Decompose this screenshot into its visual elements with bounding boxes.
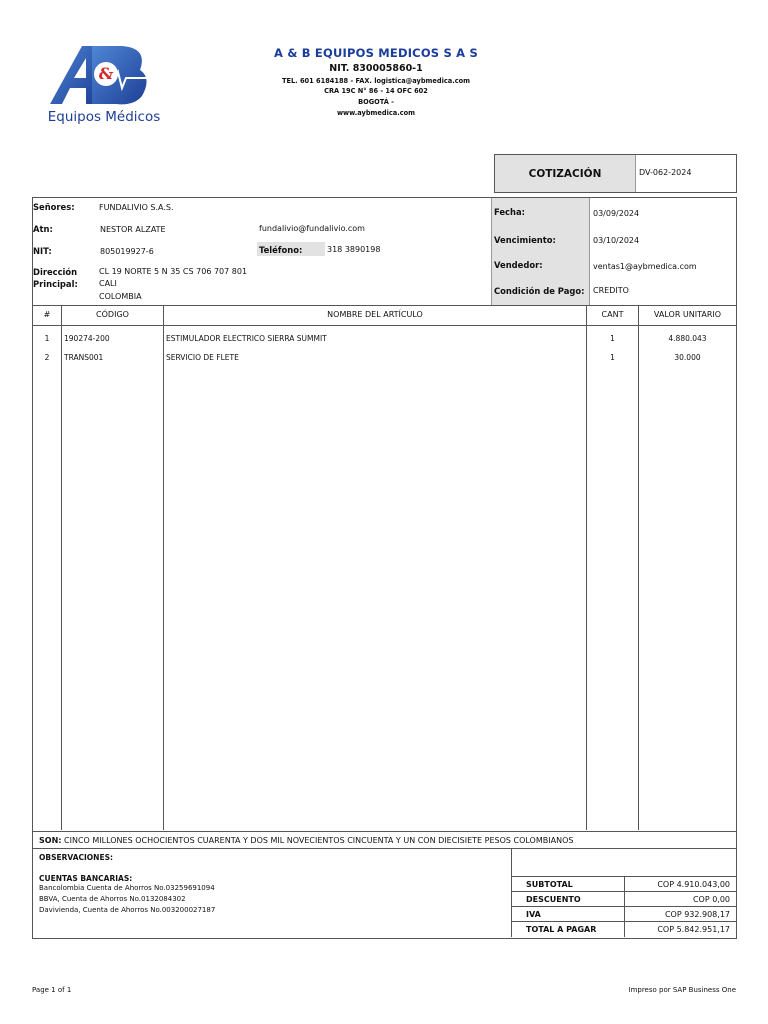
subtotal-row — [512, 876, 736, 891]
company-address: CRA 19C N° 86 - 14 OFC 602 — [324, 87, 428, 95]
vendedor-label: Vendedor: — [494, 260, 543, 270]
printed-by: Impreso por SAP Business One — [628, 986, 736, 994]
header-num: # — [43, 310, 51, 319]
direccion-line-1: CL 19 NORTE 5 N 35 CS 706 707 801 — [99, 267, 248, 276]
items-table — [32, 306, 737, 832]
nit-value: 805019927-6 — [100, 247, 154, 256]
header-valor: VALOR UNITARIO — [653, 310, 722, 319]
row-nombre: SERVICIO DE FLETE — [166, 353, 239, 362]
subtotal-label: SUBTOTAL — [526, 880, 573, 889]
row-nombre: ESTIMULADOR ELECTRICO SIERRA SUMMIT — [166, 334, 327, 343]
telefono-value: 318 3890198 — [327, 245, 381, 254]
senores-value: FUNDALIVIO S.A.S. — [99, 203, 174, 212]
direccion-line-2: CALI — [99, 279, 117, 288]
col-divider — [61, 306, 62, 830]
quote-number: DV-062-2024 — [639, 168, 692, 177]
page-number: Page 1 of 1 — [32, 986, 72, 994]
total-label: TOTAL A PAGAR — [526, 925, 597, 934]
company-city: BOGOTÁ - — [358, 98, 394, 106]
col-divider — [638, 306, 639, 830]
direccion-line-3: COLOMBIA — [99, 292, 142, 301]
row-valor: 30.000 — [674, 353, 701, 362]
son-label: SON: — [39, 836, 62, 845]
totals-table — [512, 876, 736, 937]
client-section — [32, 197, 737, 306]
col-divider — [163, 306, 164, 830]
total-value: COP 5.842.951,17 — [657, 925, 730, 934]
atn-value: NESTOR ALZATE — [100, 225, 166, 234]
svg-text:&: & — [98, 65, 114, 85]
condicion-value: CREDITO — [593, 286, 629, 295]
company-name: A & B EQUIPOS MEDICOS S A S — [274, 46, 478, 60]
vencimiento-label: Vencimiento: — [494, 235, 556, 245]
fecha-value: 03/09/2024 — [593, 209, 640, 218]
telefono-label: Teléfono: — [259, 245, 303, 255]
bank-line: Davivienda, Cuenta de Ahorros No.003200027187 — [39, 906, 216, 914]
header-codigo: CÓDIGO — [96, 310, 129, 319]
ab-logo-icon — [36, 42, 176, 126]
row-num: 1 — [44, 334, 50, 343]
bank-line: Bancolombia Cuenta de Ahorros No.03259691094 — [39, 884, 215, 892]
iva-value: COP 932.908,17 — [664, 910, 730, 919]
atn-label: Atn: — [33, 224, 53, 234]
row-cant: 1 — [610, 334, 615, 343]
senores-label: Señores: — [33, 202, 75, 212]
row-codigo: TRANS001 — [64, 353, 104, 362]
company-logo — [36, 42, 176, 126]
iva-row — [512, 906, 736, 921]
logo-text: Equipos Médicos — [47, 109, 161, 125]
cuentas-bancarias-label: CUENTAS BANCARIAS: — [39, 874, 133, 883]
row-num: 2 — [44, 353, 50, 362]
direccion-label: Dirección — [33, 267, 78, 277]
total-row — [512, 921, 736, 937]
iva-label: IVA — [526, 910, 541, 919]
row-codigo: 190274-200 — [64, 334, 110, 343]
subtotal-value: COP 4.910.043,00 — [657, 880, 730, 889]
descuento-label: DESCUENTO — [526, 895, 581, 904]
company-contact: TEL. 601 6184188 - FAX. logistica@aybmedica.com — [281, 77, 471, 85]
principal-label: Principal: — [33, 279, 78, 289]
descuento-row — [512, 891, 736, 906]
observaciones-label: OBSERVACIONES: — [39, 853, 113, 862]
son-text: CINCO MILLONES OCHOCIENTOS CUARENTA Y DOS MIL NOVECIENTOS CINCUENTA Y UN CON DIECISIETE PESOS COLOMBIANOS — [61, 836, 574, 845]
descuento-value: COP 0,00 — [692, 895, 730, 904]
header-nombre: NOMBRE DEL ARTÍCULO — [327, 310, 423, 319]
fecha-label: Fecha: — [494, 207, 525, 217]
quote-box — [494, 154, 737, 193]
bank-line: BBVA, Cuenta de Ahorros No.0132084302 — [39, 895, 186, 903]
vencimiento-value: 03/10/2024 — [593, 236, 640, 245]
row-valor: 4.880.043 — [668, 334, 707, 343]
vendedor-value: ventas1@aybmedica.com — [593, 262, 697, 271]
nit-label: NIT: — [33, 246, 52, 256]
header-cant: CANT — [601, 310, 624, 319]
company-web: www.aybmedica.com — [336, 109, 416, 117]
bottom-section — [32, 849, 737, 939]
col-divider — [586, 306, 587, 830]
company-nit: NIT. 830005860-1 — [329, 63, 423, 74]
client-email: fundalivio@fundalivio.com — [259, 224, 365, 233]
amount-in-words — [32, 831, 737, 849]
quote-label: COTIZACIÓN — [495, 155, 636, 192]
row-cant: 1 — [610, 353, 615, 362]
condicion-label: Condición de Pago: — [494, 286, 585, 296]
